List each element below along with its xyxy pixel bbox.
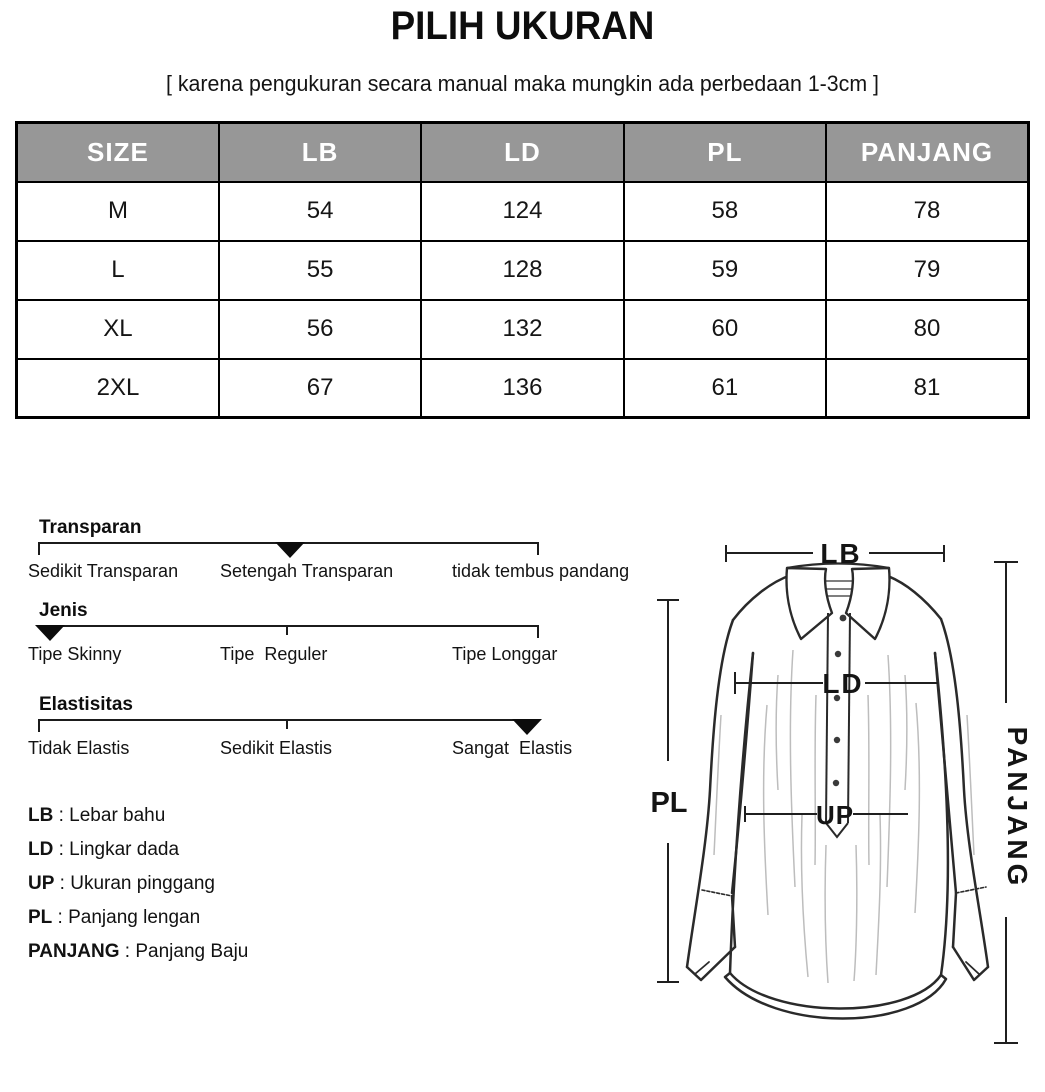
legend-item-panjang: PANJANG : Panjang Baju bbox=[28, 941, 249, 962]
shirt-buttons bbox=[833, 615, 847, 787]
col-header-ld: LD bbox=[421, 123, 623, 182]
cell-panjang: 80 bbox=[826, 300, 1028, 359]
scale-tick-end bbox=[537, 543, 539, 555]
cell-panjang: 81 bbox=[826, 359, 1028, 418]
table-row bbox=[17, 359, 1029, 418]
cell-panjang: 78 bbox=[826, 182, 1028, 241]
table-row bbox=[17, 241, 1029, 300]
cell-size: L bbox=[17, 241, 219, 300]
cell-ld: 136 bbox=[421, 359, 623, 418]
scale-label-high: Tipe Longgar bbox=[452, 644, 558, 664]
measure-label-lb: LB bbox=[820, 538, 862, 569]
legend-item-lb: LB : Lebar bahu bbox=[28, 805, 166, 826]
scale-label-high: tidak tembus pandang bbox=[452, 561, 630, 581]
scale-tick-end bbox=[537, 626, 539, 638]
measurement-legend bbox=[28, 806, 248, 976]
table-row bbox=[17, 182, 1029, 241]
measure-label-up: UP bbox=[815, 800, 855, 830]
scale-label-high: Sangat Elastis bbox=[452, 738, 573, 758]
page-title: PILIH UKURAN bbox=[390, 4, 655, 48]
triangle-marker-icon bbox=[512, 719, 542, 735]
col-header-lb: LB bbox=[219, 123, 421, 182]
fit-type-scale bbox=[28, 600, 640, 684]
shirt-outline bbox=[687, 575, 988, 1019]
scale-label-mid: Sedikit Elastis bbox=[220, 738, 333, 758]
elasticity-scale bbox=[28, 694, 640, 778]
scale-line bbox=[38, 719, 539, 721]
col-header-pl: PL bbox=[624, 123, 826, 182]
col-header-panjang: PANJANG bbox=[826, 123, 1028, 182]
scale-label-mid: Setengah Transparan bbox=[220, 561, 394, 581]
size-table-header-row bbox=[17, 123, 1029, 182]
fit-type-scale-title: Jenis bbox=[39, 600, 88, 621]
cell-pl: 60 bbox=[624, 300, 826, 359]
cell-pl: 58 bbox=[624, 182, 826, 241]
legend-item-up: UP : Ukuran pinggang bbox=[28, 873, 215, 894]
measure-label-ld: LD bbox=[822, 668, 864, 699]
scale-label-low: Sedikit Transparan bbox=[28, 561, 179, 581]
scale-line bbox=[38, 625, 539, 627]
triangle-marker-icon bbox=[275, 542, 305, 558]
scale-tick-mid bbox=[286, 720, 288, 729]
cell-lb: 67 bbox=[219, 359, 421, 418]
shirt-measurement-diagram bbox=[645, 515, 1045, 1075]
scale-label-mid: Tipe Reguler bbox=[220, 644, 328, 664]
cell-ld: 124 bbox=[421, 182, 623, 241]
col-header-size: SIZE bbox=[17, 123, 219, 182]
cell-ld: 132 bbox=[421, 300, 623, 359]
cell-ld: 128 bbox=[421, 241, 623, 300]
scale-label-low: Tidak Elastis bbox=[28, 738, 130, 758]
transparency-scale bbox=[28, 517, 640, 601]
cell-size: XL bbox=[17, 300, 219, 359]
scale-tick-mid bbox=[286, 626, 288, 635]
table-row bbox=[17, 300, 1029, 359]
cell-size: M bbox=[17, 182, 219, 241]
shirt-collar bbox=[787, 564, 890, 640]
scale-label-low: Tipe Skinny bbox=[28, 644, 122, 664]
cell-panjang: 79 bbox=[826, 241, 1028, 300]
cell-size: 2XL bbox=[17, 359, 219, 418]
measure-label-panjang: PANJANG bbox=[1002, 726, 1033, 890]
cell-lb: 56 bbox=[219, 300, 421, 359]
triangle-marker-icon bbox=[35, 625, 65, 641]
legend-item-ld: LD : Lingkar dada bbox=[28, 839, 180, 860]
page-subtitle: [ karena pengukuran secara manual maka mungkin ada perbedaan 1-3cm ] bbox=[166, 71, 879, 96]
measure-label-pl: PL bbox=[650, 787, 688, 819]
cell-lb: 55 bbox=[219, 241, 421, 300]
size-table bbox=[15, 121, 1030, 419]
scale-tick-start bbox=[38, 543, 40, 555]
cell-pl: 59 bbox=[624, 241, 826, 300]
transparency-scale-title: Transparan bbox=[39, 517, 142, 538]
elasticity-scale-title: Elastisitas bbox=[39, 694, 133, 715]
legend-item-pl: PL : Panjang lengan bbox=[28, 907, 201, 928]
cell-lb: 54 bbox=[219, 182, 421, 241]
cell-pl: 61 bbox=[624, 359, 826, 418]
scale-tick-start bbox=[38, 720, 40, 732]
